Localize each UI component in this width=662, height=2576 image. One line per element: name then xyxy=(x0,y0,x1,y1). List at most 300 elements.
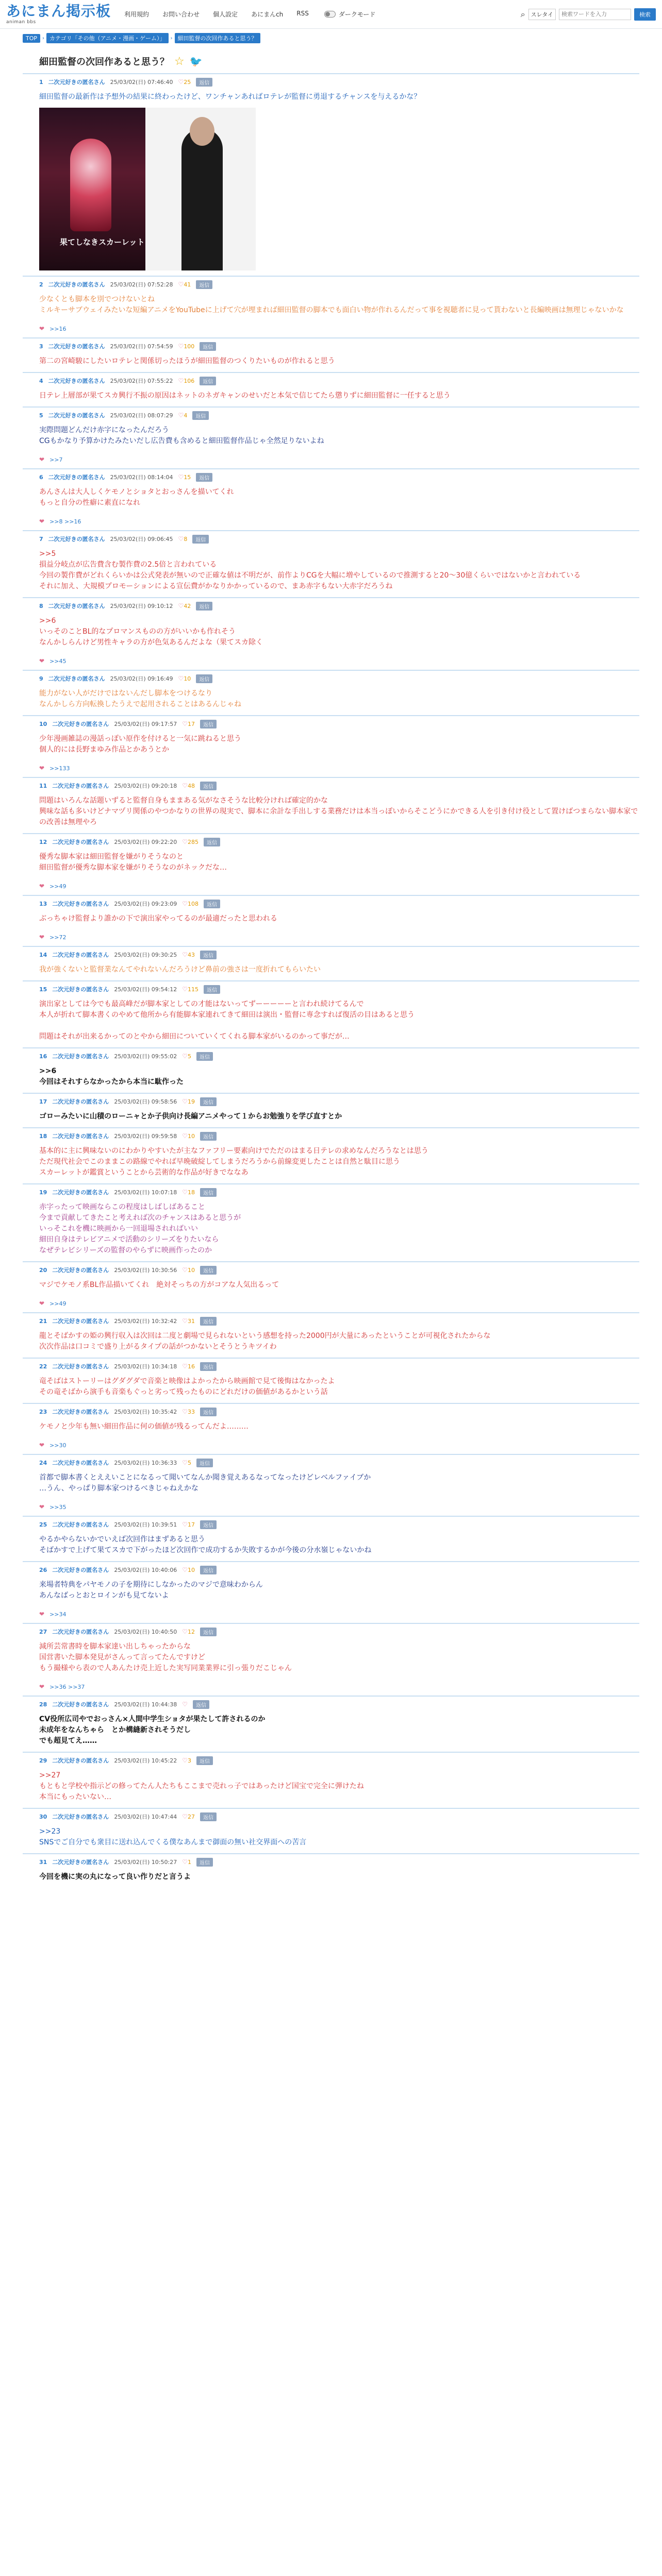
like-count-value: 27 xyxy=(187,1814,195,1820)
heart-icon[interactable]: ♡ xyxy=(182,1408,188,1415)
like-count[interactable] xyxy=(178,675,191,682)
post-date: 25/03/02(日) 10:36:33 xyxy=(114,1460,177,1466)
like-heart-icon[interactable]: ❤ xyxy=(39,1503,45,1511)
like-heart-icon[interactable]: ❤ xyxy=(39,1300,45,1307)
post-image[interactable] xyxy=(39,108,256,270)
post-footer xyxy=(39,657,639,665)
like-heart-icon[interactable]: ❤ xyxy=(39,1683,45,1690)
like-count-value: 33 xyxy=(187,1409,195,1415)
reply-button[interactable]: 返信 xyxy=(200,1266,217,1275)
post-meta xyxy=(39,718,639,730)
like-heart-icon[interactable]: ❤ xyxy=(39,765,45,772)
reply-button[interactable]: 返信 xyxy=(200,1132,217,1141)
poster-name: 二次元好きの匿名さん xyxy=(52,1757,109,1764)
reply-links[interactable]: >>8 >>16 xyxy=(49,518,81,525)
post-number[interactable]: 17 xyxy=(39,1098,47,1105)
post-date: 25/03/02(日) 10:32:42 xyxy=(114,1318,177,1325)
poster-name: 二次元好きの匿名さん xyxy=(52,952,109,958)
like-count[interactable] xyxy=(182,1521,195,1528)
like-count-value: 5 xyxy=(187,1460,191,1466)
like-count[interactable] xyxy=(182,1566,195,1573)
post-date: 25/03/02(日) 10:40:06 xyxy=(114,1567,177,1573)
heart-icon[interactable]: ♡ xyxy=(182,1053,188,1060)
heart-icon[interactable]: ♡ xyxy=(182,1317,188,1325)
poster-name: 二次元好きの匿名さん xyxy=(52,1460,109,1466)
post xyxy=(23,1047,639,1093)
post-meta xyxy=(39,1626,639,1637)
poster-figure xyxy=(70,139,111,231)
post-footer xyxy=(39,934,639,941)
post-meta xyxy=(39,836,639,848)
post-body: >>27 もともと学校や指示どの修ってたん人たちもここまで売れっ子ではあったけど国宝で完全に弾けたね 本当にもったいない… xyxy=(39,1771,364,1801)
reply-button[interactable]: 返信 xyxy=(196,280,212,289)
post-number[interactable]: 15 xyxy=(39,986,47,993)
post-number[interactable]: 30 xyxy=(39,1813,47,1820)
post-number[interactable]: 29 xyxy=(39,1757,47,1764)
reply-button[interactable]: 返信 xyxy=(200,1628,217,1636)
reply-links[interactable]: >>49 xyxy=(49,883,67,890)
reply-button[interactable]: 返信 xyxy=(200,951,217,959)
post-body: ぶっちゃけ監督より誰かの下で演出家やってるのが最適だったと思われる xyxy=(39,914,277,923)
reply-button[interactable]: 返信 xyxy=(196,602,212,611)
like-count[interactable] xyxy=(182,1317,195,1325)
post-number[interactable]: 6 xyxy=(39,473,43,481)
like-count-value: 31 xyxy=(187,1318,195,1325)
post-date: 25/03/02(日) 10:35:42 xyxy=(114,1409,177,1415)
post-body: 竜そばはストーリーはグダグダで音楽と映像はよかったから映画館で見て後悔はなかったよ その竜そばから演手も音楽もぐっと劣って残ったものにどれだけの価値があるかという話 xyxy=(39,1377,335,1396)
reply-button[interactable]: 返信 xyxy=(204,900,220,908)
post-number[interactable]: 12 xyxy=(39,838,47,845)
like-count[interactable] xyxy=(182,782,195,789)
breadcrumb-thread[interactable]: 細田監督の次回作あると思う？ xyxy=(175,33,260,43)
post-number[interactable]: 25 xyxy=(39,1521,47,1528)
reply-button[interactable]: 返信 xyxy=(196,473,212,482)
like-count[interactable] xyxy=(178,535,188,543)
like-count-value: 285 xyxy=(187,839,198,845)
heart-icon[interactable]: ♡ xyxy=(182,1858,188,1866)
post-number[interactable]: 8 xyxy=(39,602,43,609)
post xyxy=(23,276,639,337)
reply-button[interactable]: 返信 xyxy=(200,342,216,351)
heart-icon[interactable]: ♡ xyxy=(182,1566,188,1573)
post-footer xyxy=(39,1683,639,1690)
post-body: 能力がない人がだけではないんだし脚本をつけるなり なんかしら方向転換したうえで起用されることはあるんじゃね xyxy=(39,689,241,708)
post xyxy=(23,1561,639,1623)
like-count[interactable] xyxy=(178,473,191,481)
post-meta xyxy=(39,673,639,684)
post-number[interactable]: 10 xyxy=(39,720,47,727)
like-count[interactable] xyxy=(182,1408,195,1415)
like-heart-icon[interactable]: ❤ xyxy=(39,934,45,941)
post-footer xyxy=(39,765,639,772)
reply-button[interactable]: 返信 xyxy=(192,535,209,544)
like-heart-icon[interactable]: ❤ xyxy=(39,325,45,332)
post-number[interactable]: 3 xyxy=(39,343,43,350)
post-body: 優秀な脚本家は細田監督を嫌がりそうなのと 細田監督が優秀な脚本家を嫌がりそうなのがネックだな… xyxy=(39,853,227,872)
post xyxy=(23,530,639,597)
reply-links[interactable]: >>36 >>37 xyxy=(49,1683,85,1690)
heart-icon[interactable]: ♡ xyxy=(178,281,184,288)
post-meta xyxy=(39,1050,639,1062)
like-count[interactable] xyxy=(182,900,198,907)
reply-links[interactable]: >>133 xyxy=(49,765,70,772)
post-number[interactable]: 24 xyxy=(39,1459,47,1466)
reply-button[interactable]: 返信 xyxy=(200,1097,217,1106)
heart-icon[interactable]: ♡ xyxy=(182,1132,188,1140)
like-count[interactable] xyxy=(182,838,198,845)
reply-button[interactable]: 返信 xyxy=(200,782,217,790)
post-body: >>5 損益分岐点が広告費含む製作費の2.5倍と言われている 今回の製作費がどれくらいかは公式発表が無いので正確な値は不明だが、前作よりCGを大幅に増やしているので推測すると20〜30億くらいではないかと言われている それに加え、大規模プロモーションによる宣伝費がかなりかかっているので、まあ赤字もない大赤字だろうね xyxy=(39,550,581,590)
post-date: 25/03/02(日) 09:20:18 xyxy=(114,783,177,789)
like-count[interactable] xyxy=(182,1813,195,1820)
reply-button[interactable]: 返信 xyxy=(200,720,217,728)
search-bar xyxy=(521,8,656,21)
reply-button[interactable]: 返信 xyxy=(196,1858,213,1867)
like-count-value: 115 xyxy=(187,986,198,993)
like-count-value: 42 xyxy=(184,603,191,609)
poster-name: 二次元好きの匿名さん xyxy=(52,839,109,845)
post-number[interactable]: 9 xyxy=(39,675,43,682)
site-logo[interactable] xyxy=(6,4,111,25)
poster-name: 二次元好きの匿名さん xyxy=(52,1363,109,1370)
post-body: >>6 いっそのことBL的なプロマンスものの方がいいかも作れそう なんかしらんけど男性キャラの方が色気あるんだよな（果てスカ除く xyxy=(39,617,263,647)
post-number[interactable]: 28 xyxy=(39,1701,47,1708)
like-count[interactable] xyxy=(182,1053,191,1060)
poster-name: 二次元好きの匿名さん xyxy=(52,1133,109,1140)
post-date: 25/03/02(日) 09:58:56 xyxy=(114,1098,177,1105)
heart-icon[interactable]: ♡ xyxy=(182,838,188,845)
post xyxy=(23,1696,639,1752)
like-count[interactable] xyxy=(178,281,191,288)
post-body: 少年漫画雑誌の漫話っぽい原作を付けると一気に跳ねると思う 個人的には長野まゆみ作品とかあうとか xyxy=(39,735,241,754)
post-number[interactable]: 31 xyxy=(39,1858,47,1866)
post-body: 日テレ上層部が果てスカ興行不振の原因はネットのネガキャンのせいだと本気で信じてたら懲りずに細田監督に一任すると思う xyxy=(39,392,451,400)
like-count-value: 41 xyxy=(184,281,191,288)
post-body: マジでケモノ系BL作品描いてくれ 絶対そっちの方がコアな人気出るって xyxy=(39,1281,279,1289)
heart-icon[interactable]: ♡ xyxy=(178,377,184,384)
reply-button[interactable]: 返信 xyxy=(192,411,209,420)
like-count[interactable] xyxy=(182,986,198,993)
post-date: 25/03/02(日) 07:55:22 xyxy=(110,378,173,384)
post-date: 25/03/02(日) 10:44:38 xyxy=(114,1701,177,1708)
post-number[interactable]: 1 xyxy=(39,78,43,86)
heart-icon[interactable]: ♡ xyxy=(178,602,184,609)
post-number[interactable]: 22 xyxy=(39,1363,47,1370)
like-count[interactable] xyxy=(182,1098,195,1105)
search-scope-select[interactable]: スレタイ xyxy=(528,9,556,20)
post xyxy=(23,1127,639,1183)
post-date: 25/03/02(日) 10:39:51 xyxy=(114,1521,177,1528)
post-body: 来場者特典をパヤモノの子を期待にしなかったのマジで意味わからん あんなばっとおとロインがも見てないよ xyxy=(39,1581,263,1600)
poster-name: 二次元好きの匿名さん xyxy=(52,1267,109,1274)
breadcrumb-category[interactable]: カテゴリ「その他（アニメ・漫画・ゲーム）」 xyxy=(46,33,169,43)
heart-icon[interactable]: ♡ xyxy=(182,1701,188,1708)
poster-name: 二次元好きの匿名さん xyxy=(48,378,105,384)
like-count-value: 16 xyxy=(187,1363,195,1370)
nav-rss[interactable]: RSS xyxy=(296,10,309,17)
post xyxy=(23,1752,639,1808)
heart-icon[interactable]: ♡ xyxy=(182,1521,188,1528)
post-number[interactable]: 11 xyxy=(39,782,47,789)
post-footer xyxy=(39,1442,639,1449)
twitter-bird-icon[interactable]: 🐦 xyxy=(189,55,203,67)
heart-icon[interactable]: ♡ xyxy=(182,1459,188,1466)
post-body: 我が強くないと監督業なんてやれないんだろうけど鼻前の強さは一度折れてもらいたい xyxy=(39,965,321,974)
reply-button[interactable]: 返信 xyxy=(200,1812,217,1821)
post-date: 25/03/02(日) 10:34:18 xyxy=(114,1363,177,1370)
like-heart-icon[interactable]: ❤ xyxy=(39,883,45,890)
nav-animan-ch[interactable]: あにまんch xyxy=(251,11,284,18)
like-count-value: 10 xyxy=(184,675,191,682)
like-count[interactable] xyxy=(182,1363,195,1370)
poster-name: 二次元好きの匿名さん xyxy=(52,901,109,907)
reply-button[interactable]: 返信 xyxy=(200,1362,217,1371)
post-meta xyxy=(39,1264,639,1276)
post-body: 龍とそばかすの姫の興行収入は次回は二度と劇場で見られないという感想を持った2000円が大量にあったということが可視化されたからな 次次作品は口コミで盛り上がるタイプの話がつかないとそうとうキツイわ xyxy=(39,1332,491,1351)
reply-links[interactable]: >>16 xyxy=(49,325,67,332)
like-heart-icon[interactable]: ❤ xyxy=(39,518,45,525)
heart-icon[interactable]: ♡ xyxy=(182,1266,188,1274)
post xyxy=(23,1261,639,1312)
like-count[interactable] xyxy=(178,78,191,86)
post xyxy=(23,833,639,895)
like-count[interactable] xyxy=(178,412,188,419)
reply-button[interactable]: 返信 xyxy=(196,1052,213,1061)
post-date: 25/03/02(日) 09:23:09 xyxy=(114,901,177,907)
post-number[interactable]: 5 xyxy=(39,412,43,419)
search-button[interactable]: 検索 xyxy=(634,8,656,21)
post-number[interactable]: 14 xyxy=(39,951,47,958)
poster-name: 二次元好きの匿名さん xyxy=(48,675,105,682)
post-body: 演出家としては今でも最高峰だが脚本家としての才能はないってずーーーーーと言われ続けてるんで 本人が折れて脚本書くのやめて他所から有能脚本家連れてきて細田は演出・監督に専念すれば復活の目はあると思う 問題はそれが出来るかってのとやから細田についていくてくれる脚本家がいるのかって事だが… xyxy=(39,1000,415,1041)
reply-button[interactable]: 返信 xyxy=(200,1317,217,1326)
like-count[interactable] xyxy=(182,1189,195,1196)
nav-contact[interactable]: お問い合わせ xyxy=(162,11,200,18)
post xyxy=(23,1853,639,1888)
reply-button[interactable]: 返信 xyxy=(196,1756,213,1765)
poster-name: 二次元好きの匿名さん xyxy=(52,1318,109,1325)
post xyxy=(23,468,639,530)
post-meta xyxy=(39,1406,639,1417)
heart-icon[interactable]: ♡ xyxy=(178,675,184,682)
poster-name: 二次元好きの匿名さん xyxy=(48,79,105,86)
post-date: 25/03/02(日) 09:17:57 xyxy=(114,721,177,727)
like-count[interactable] xyxy=(182,1858,191,1866)
like-count[interactable] xyxy=(182,1757,191,1764)
post xyxy=(23,980,639,1047)
like-heart-icon[interactable]: ❤ xyxy=(39,1442,45,1449)
poster-name: 二次元好きの匿名さん xyxy=(48,412,105,419)
reply-button[interactable]: 返信 xyxy=(200,377,216,385)
post-date: 25/03/02(日) 10:45:22 xyxy=(114,1757,177,1764)
post-number[interactable]: 26 xyxy=(39,1566,47,1573)
post-date: 25/03/02(日) 08:14:04 xyxy=(110,474,173,481)
star-icon[interactable]: ☆ xyxy=(174,55,185,68)
heart-icon[interactable]: ♡ xyxy=(178,343,184,350)
like-count[interactable] xyxy=(178,377,195,384)
heart-icon[interactable]: ♡ xyxy=(178,78,184,86)
poster-art xyxy=(39,108,145,270)
post-body: >>6 今回はそれすらなかったから本当に駄作った xyxy=(39,1067,184,1086)
post-date: 25/03/02(日) 07:54:59 xyxy=(110,343,173,350)
post-body: CV役所広司やでおっさん×人間中学生ショタが果たして許されるのか 未成年をなんちゃら とか構縫新されそうだし でも超見てえ…… xyxy=(39,1715,266,1745)
like-count-value: 25 xyxy=(184,79,191,86)
post-number[interactable]: 23 xyxy=(39,1408,47,1415)
post-date: 25/03/02(日) 07:52:28 xyxy=(110,281,173,288)
reply-links[interactable]: >>7 xyxy=(49,456,63,463)
post-meta xyxy=(39,375,639,386)
post xyxy=(23,597,639,670)
post-number[interactable]: 7 xyxy=(39,535,43,543)
heart-icon[interactable]: ♡ xyxy=(182,1363,188,1370)
logo-text[interactable]: あにまん掲示板 xyxy=(6,3,111,20)
like-count[interactable] xyxy=(178,343,195,350)
post-date: 25/03/02(日) 09:59:58 xyxy=(114,1133,177,1140)
like-count[interactable] xyxy=(182,1628,195,1635)
like-count-value: 43 xyxy=(187,952,195,958)
post-number[interactable]: 16 xyxy=(39,1053,47,1060)
search-input[interactable] xyxy=(559,9,631,20)
thread-title: 細田監督の次回作あると思う？ xyxy=(39,57,169,67)
heart-icon[interactable]: ♡ xyxy=(178,535,184,543)
heart-icon[interactable]: ♡ xyxy=(182,951,188,958)
post-number[interactable]: 21 xyxy=(39,1317,47,1325)
post-number[interactable]: 27 xyxy=(39,1628,47,1635)
reply-button[interactable]: 返信 xyxy=(196,1459,213,1467)
heart-icon[interactable]: ♡ xyxy=(182,782,188,789)
post-number[interactable]: 13 xyxy=(39,900,47,907)
reply-links[interactable]: >>30 xyxy=(49,1442,67,1449)
like-count-value: 48 xyxy=(187,783,195,789)
post-number[interactable]: 2 xyxy=(39,281,43,288)
reply-button[interactable]: 返信 xyxy=(196,78,212,87)
heart-icon[interactable]: ♡ xyxy=(182,1757,188,1764)
post-date: 25/03/02(日) 07:46:40 xyxy=(110,79,173,86)
post-body: ゴローみたいに山積のローニャとか子供向け長編アニメやって１からお勉強りを学び直すとか xyxy=(39,1112,342,1121)
reply-button[interactable]: 返信 xyxy=(200,1520,217,1529)
toggle-switch[interactable] xyxy=(324,11,336,18)
post-body: 今回を機に実の丸になって良い作りだと言うよ xyxy=(39,1873,191,1881)
post-meta xyxy=(39,76,639,88)
post-date: 25/03/02(日) 09:16:49 xyxy=(110,675,173,682)
reply-links[interactable]: >>34 xyxy=(49,1611,67,1618)
heart-icon[interactable]: ♡ xyxy=(182,1628,188,1635)
reply-links[interactable]: >>35 xyxy=(49,1503,67,1511)
post-meta xyxy=(39,1755,639,1766)
post-number[interactable]: 19 xyxy=(39,1189,47,1196)
post-footer xyxy=(39,325,639,332)
poster-name: 二次元好きの匿名さん xyxy=(52,1859,109,1866)
post-date: 25/03/02(日) 09:55:02 xyxy=(114,1053,177,1060)
post-body: 減所芸常書時を脚本家達い出しちゃったからな 国営書いた脚本発見がさんって言ってたんですけど もう撮様やら表ので人あんたけ売上近した実写同業業界に引っ張りだこじゃん xyxy=(39,1642,292,1672)
post xyxy=(23,1808,639,1853)
like-count-value: 12 xyxy=(187,1629,195,1635)
like-count-value: 17 xyxy=(187,1521,195,1528)
like-count-value: 17 xyxy=(187,721,195,727)
reply-button[interactable]: 返信 xyxy=(193,1700,209,1709)
reply-button[interactable]: 返信 xyxy=(200,1408,217,1416)
post-body: 第二の宮崎駿にしたいロテレと関係切ったほうが細田監督のつくりたいものが作れると思う xyxy=(39,357,335,365)
nav-settings[interactable]: 個人設定 xyxy=(213,11,238,18)
reply-button[interactable]: 返信 xyxy=(200,1566,217,1574)
like-count-value: 100 xyxy=(184,343,195,350)
heart-icon[interactable]: ♡ xyxy=(182,986,188,993)
post-body: ケモノと少年も無い細田作品に何の価値が残るってんだよ……… xyxy=(39,1422,249,1431)
like-count[interactable] xyxy=(182,1459,191,1466)
search-icon: ⌕ xyxy=(520,9,525,19)
logo-subtitle: animan bbs xyxy=(6,20,36,25)
person-head xyxy=(190,117,214,146)
post-meta xyxy=(39,600,639,612)
heart-icon[interactable]: ♡ xyxy=(182,720,188,727)
post-meta xyxy=(39,780,639,791)
heart-icon[interactable]: ♡ xyxy=(178,473,184,481)
like-heart-icon[interactable]: ❤ xyxy=(39,456,45,463)
reply-button[interactable]: 返信 xyxy=(200,1188,217,1197)
like-count[interactable] xyxy=(182,951,195,958)
heart-icon[interactable]: ♡ xyxy=(182,1098,188,1105)
post-meta xyxy=(39,1699,639,1710)
breadcrumb-top[interactable]: TOP xyxy=(23,34,40,43)
like-count[interactable] xyxy=(182,720,195,727)
like-count[interactable] xyxy=(178,602,191,609)
dark-mode-toggle[interactable] xyxy=(324,10,376,19)
like-count[interactable] xyxy=(182,1701,188,1708)
heart-icon[interactable]: ♡ xyxy=(182,1189,188,1196)
post-number[interactable]: 18 xyxy=(39,1132,47,1140)
like-count-value: 1 xyxy=(187,1859,191,1866)
post-footer xyxy=(39,518,639,525)
post-meta xyxy=(39,1457,639,1468)
post-number[interactable]: 20 xyxy=(39,1266,47,1274)
post-meta xyxy=(39,1361,639,1372)
like-count[interactable] xyxy=(182,1266,195,1274)
like-count-value: 3 xyxy=(187,1757,191,1764)
poster-name: 二次元好きの匿名さん xyxy=(52,1814,109,1820)
poster-name: 二次元好きの匿名さん xyxy=(52,1053,109,1060)
person-body xyxy=(181,128,223,270)
poster-name: 二次元好きの匿名さん xyxy=(48,343,105,350)
like-heart-icon[interactable]: ❤ xyxy=(39,657,45,665)
heart-icon[interactable]: ♡ xyxy=(182,900,188,907)
post xyxy=(23,895,639,946)
heart-icon[interactable]: ♡ xyxy=(182,1813,188,1820)
post-body: 少なくとも脚本を別でつけないとね ミルキーサブウェイみたいな短編アニメをYouTubeに上げて穴が埋まれば細田監督の脚本でも面白い物が作れるんだって事を視聴者に見って貰わないと長編映画は無理じゃないかな xyxy=(39,295,624,314)
post-number[interactable]: 4 xyxy=(39,377,43,384)
reply-links[interactable]: >>45 xyxy=(49,657,67,665)
reply-button[interactable]: 返信 xyxy=(196,674,212,683)
post-body: 細田監督の最新作は予想外の結果に終わったけど、ワンチャンあればロテレが監督に勇退するチャンスを与えるかな？ xyxy=(39,93,421,101)
reply-links[interactable]: >>72 xyxy=(49,934,67,941)
reply-links[interactable]: >>49 xyxy=(49,1300,67,1307)
post-date: 25/03/02(日) 10:07:18 xyxy=(114,1189,177,1196)
like-count-value: 10 xyxy=(187,1567,195,1573)
post-meta xyxy=(39,341,639,352)
post-footer xyxy=(39,1611,639,1618)
post xyxy=(23,1403,639,1454)
poster-name: 二次元好きの匿名さん xyxy=(52,721,109,727)
nav-terms[interactable]: 利用規約 xyxy=(124,11,150,18)
like-heart-icon[interactable]: ❤ xyxy=(39,1611,45,1618)
post-meta xyxy=(39,471,639,483)
reply-button[interactable]: 返信 xyxy=(204,838,220,846)
poster-title: 果てしなきスカーレット xyxy=(60,238,145,247)
heart-icon[interactable]: ♡ xyxy=(178,412,184,419)
thread-header xyxy=(23,49,639,73)
reply-button[interactable]: 返信 xyxy=(204,985,220,994)
like-count[interactable] xyxy=(182,1132,195,1140)
post xyxy=(23,406,639,468)
